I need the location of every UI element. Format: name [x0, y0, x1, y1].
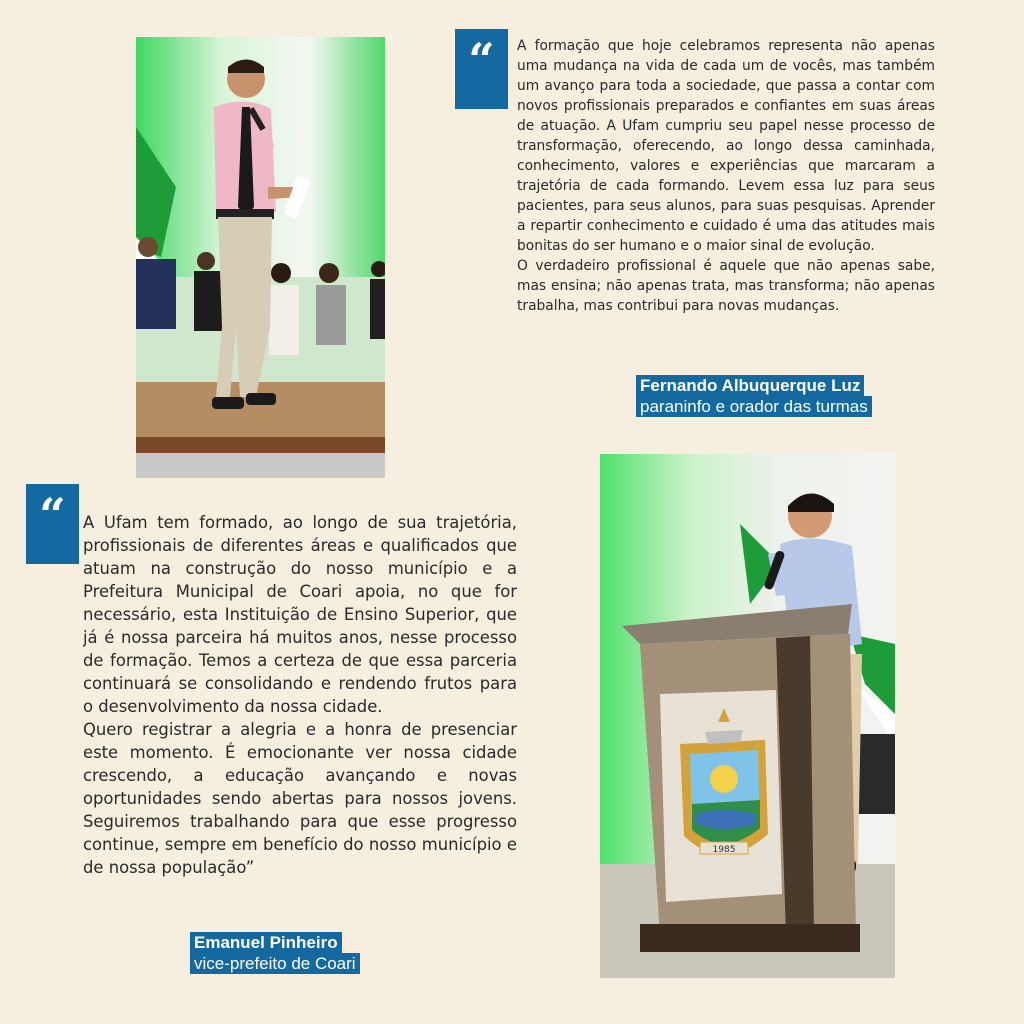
quote-mark-1: “ — [455, 29, 508, 109]
speaker-name-fernando: Fernando Albuquerque Luz — [636, 375, 864, 396]
quote-emanuel-paragraph-2: Quero registrar a alegria e a honra de presenciar este momento. É emocionante ver nossa cidade crescendo, a educação avançando e novas oportunidades sendo abertas para nossos jovens. Seguiremos trabalhando para que esse progresso continue, sempre em benefício do nosso município e de nossa população” — [83, 720, 517, 877]
speaker-name-emanuel: Emanuel Pinheiro — [190, 932, 342, 953]
speaker-photo-illustration — [136, 37, 385, 478]
photo-fernando-speaking — [136, 37, 385, 478]
quote-mark-2: “ — [26, 484, 79, 564]
quote-fernando-paragraph-1: A formação que hoje celebramos representa não apenas uma mudança na vida de cada um de vocês, mas também um avanço para toda a sociedade, que passa a contar com novos profissionais preparados e confiantes em suas áreas de atuação. A Ufam cumpriu seu papel nesse processo de transformação, oferecendo, ao longo dessa caminhada, conhecimento, valores e experiências que marcaram a trajetória de cada formando. Levem essa luz para seus pacientes, para seus alunos, para suas pesquisas. Aprender a repartir conhecimento e cuidado é uma das atitudes mais bonitas do ser humano e o maior sinal de evolução. — [517, 38, 935, 254]
photo-emanuel-podium — [600, 454, 895, 978]
podium-photo-illustration — [600, 454, 895, 978]
speaker-role-emanuel: vice-prefeito de Coari — [190, 953, 360, 974]
quote-fernando-paragraph-2: O verdadeiro profissional é aquele que não apenas sabe, mas ensina; não apenas trata, mas transforma; não apenas trabalha, mas contribui para novas mudanças. — [517, 258, 935, 314]
quote-fernando — [517, 36, 935, 316]
emblem-year: 1985 — [712, 845, 736, 855]
signature-fernando — [636, 375, 926, 417]
speaker-role-fernando: paraninfo e orador das turmas — [636, 396, 872, 417]
signature-emanuel — [190, 932, 430, 974]
quote-emanuel — [83, 511, 517, 879]
quote-emanuel-paragraph-1: A Ufam tem formado, ao longo de sua trajetória, profissionais de diferentes áreas e qualificados que atuam na construção do nosso município e a Prefeitura Municipal de Coari apoia, no que for necessário, esta Instituição de Ensino Superior, que já é nossa parceira há muitos anos, nesse processo de formação. Temos a certeza de que essa parceria continuará se consolidando e rendendo frutos para o desenvolvimento da nossa cidade. — [83, 513, 517, 716]
